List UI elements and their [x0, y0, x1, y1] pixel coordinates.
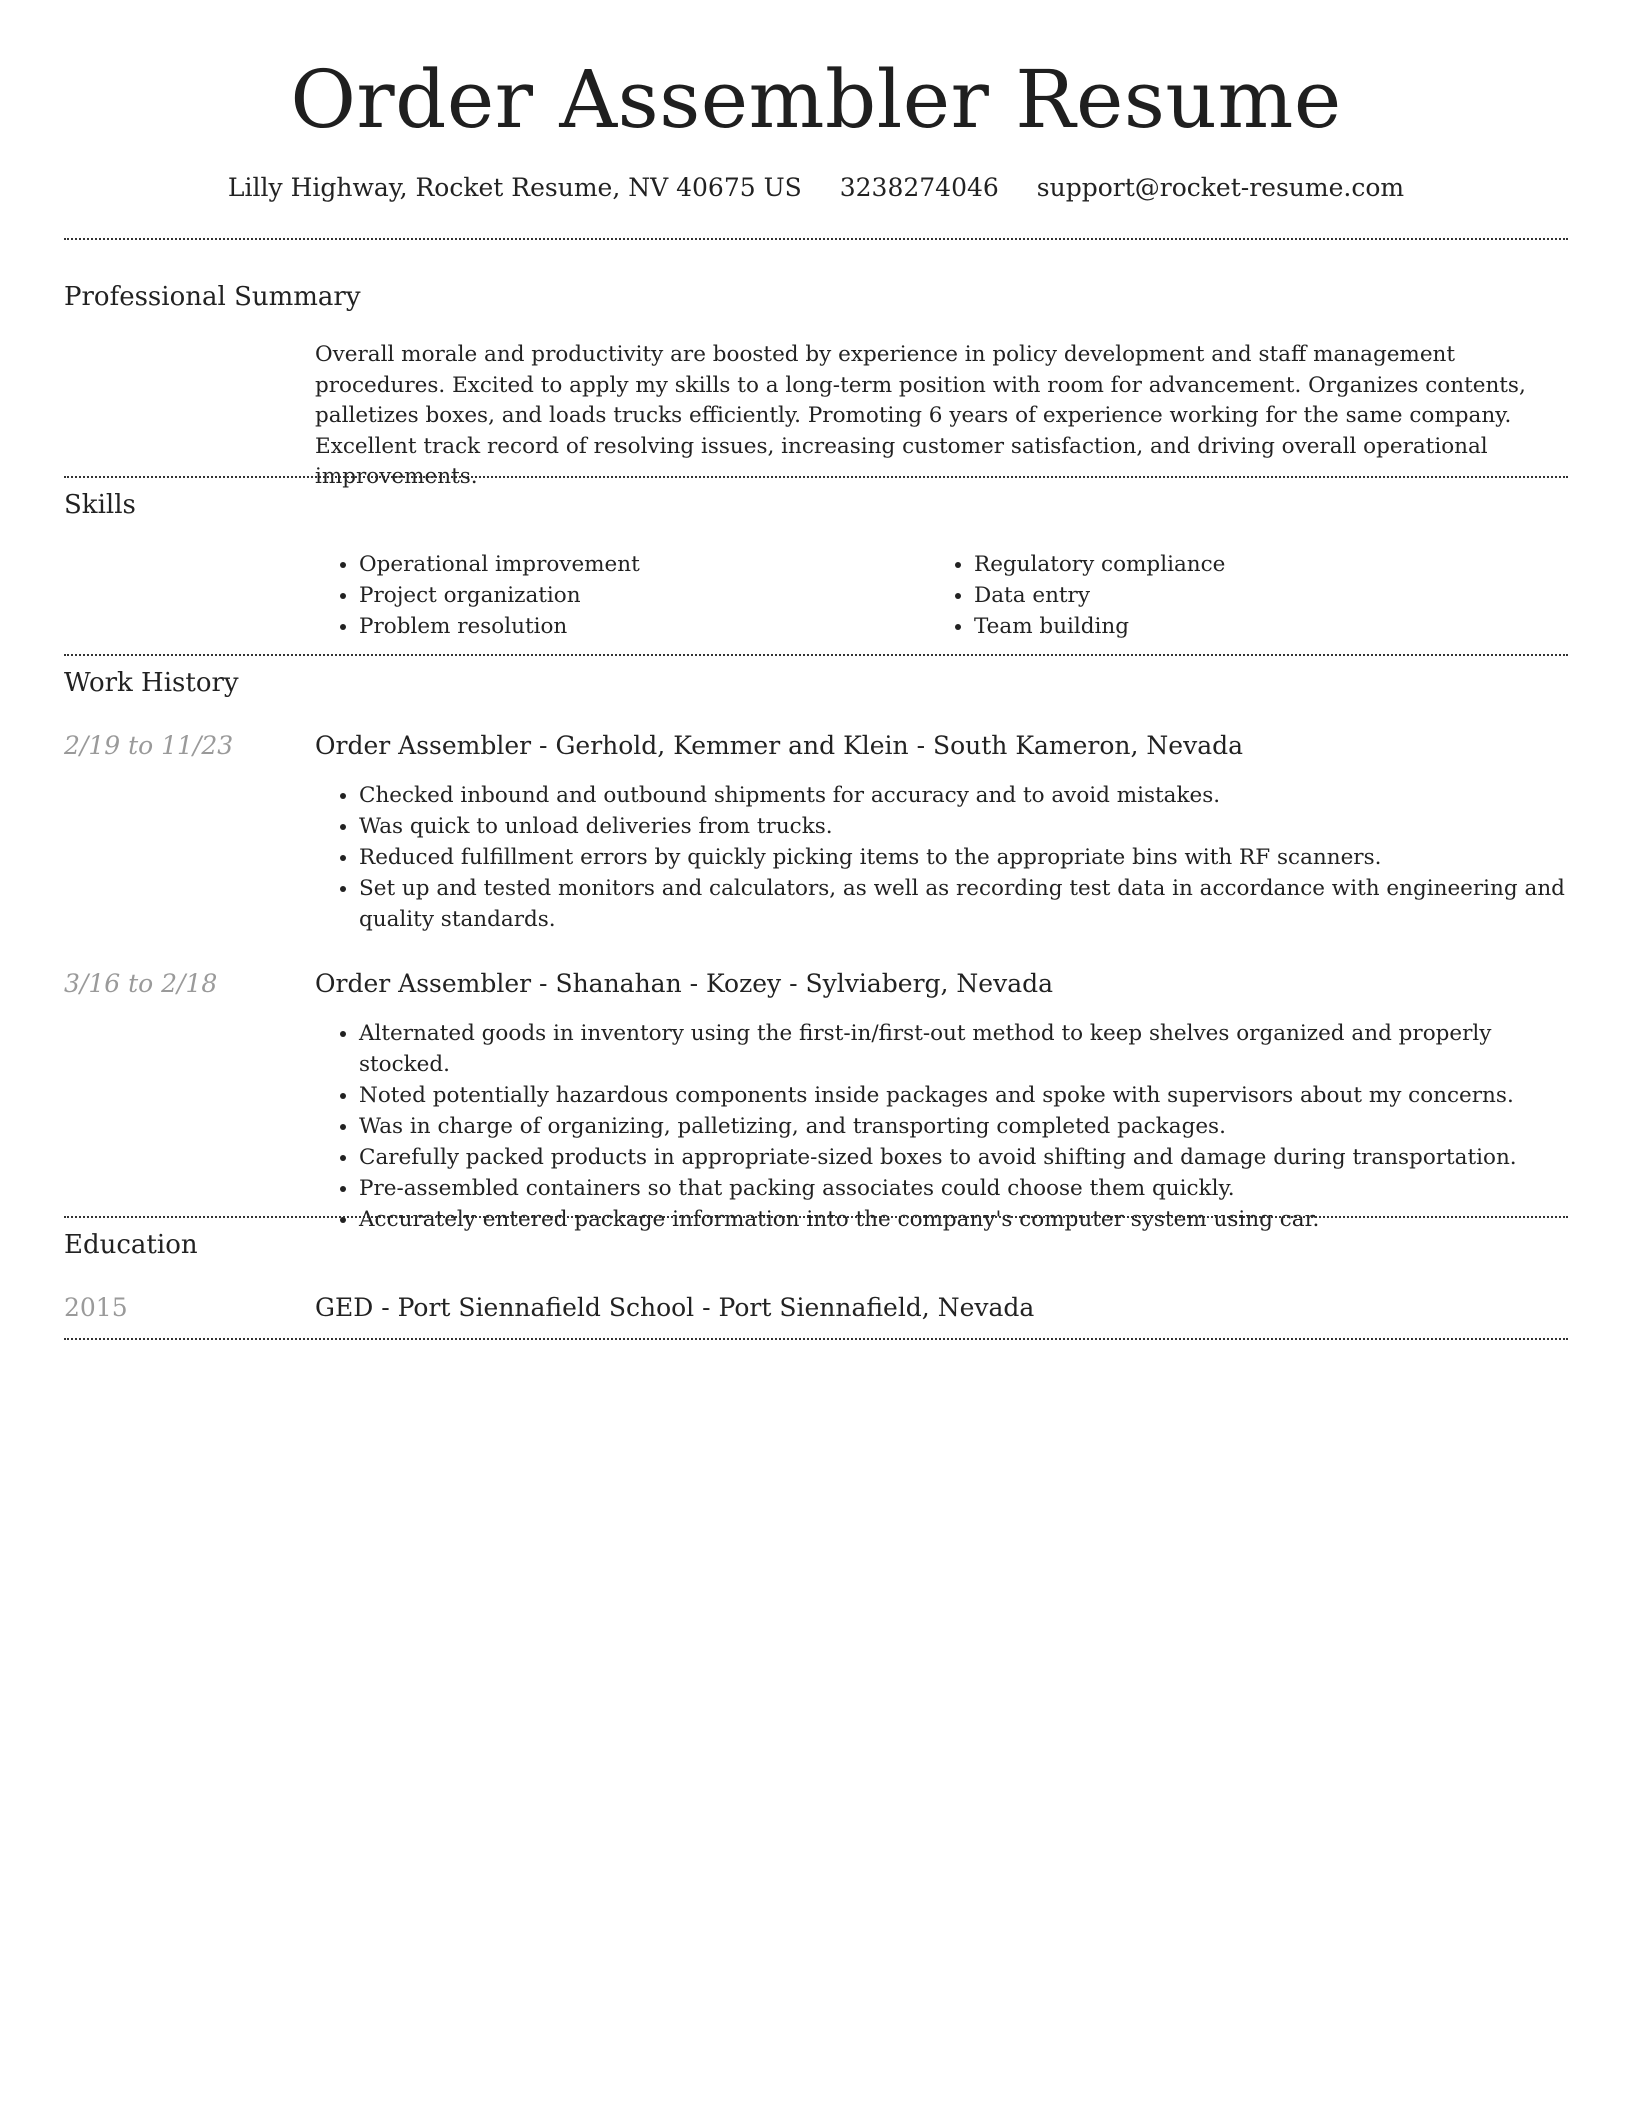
job-duty: • Carefully packed products in appropriate-sized boxes to avoid shifting and damage during transportation.: [359, 1142, 1568, 1173]
contact-email[interactable]: support@rocket-resume.com: [1036, 173, 1405, 202]
job-duty: • Pre-assembled containers so that packing associates could choose them quickly.: [359, 1173, 1568, 1204]
job-duty: • Was in charge of organizing, palletizing, and transporting completed packages.: [359, 1111, 1568, 1142]
job-title: Order Assembler - Gerhold, Kemmer and Klein - South Kameron, Nevada: [315, 731, 1244, 760]
job-dates: 2/19 to 11/23: [64, 731, 234, 760]
job-duty: • Alternated goods in inventory using the first-in/first-out method to keep shelves organized and properly stocked.: [359, 1018, 1568, 1080]
contact-line: [64, 170, 1568, 206]
skill-item: • Operational improvement: [359, 549, 919, 580]
education-entry: GED - Port Siennafield School - Port Siennafield, Nevada: [315, 1293, 1035, 1322]
skill-item: • Team building: [974, 611, 1574, 642]
job-title: Order Assembler - Shanahan - Kozey - Sylviaberg, Nevada: [315, 969, 1054, 998]
job-duty: • Was quick to unload deliveries from trucks.: [359, 811, 1568, 842]
education-year: 2015: [64, 1293, 128, 1322]
contact-phone: 3238274046: [839, 173, 999, 202]
job-duty: • Set up and tested monitors and calculators, as well as recording test data in accordance with engineering and quality standards.: [359, 873, 1568, 935]
divider: [64, 1216, 1568, 1218]
job-duty: • Reduced fulfillment errors by quickly picking items to the appropriate bins with RF scanners.: [359, 842, 1568, 873]
skills-list-left: [315, 549, 919, 642]
skill-item: • Data entry: [974, 580, 1574, 611]
job-duty: • Checked inbound and outbound shipments for accuracy and to avoid mistakes.: [359, 780, 1568, 811]
job-duty: • Accurately entered package information into the company's computer system using car.: [359, 1204, 1568, 1235]
divider: [64, 476, 1568, 478]
skills-list-right: [930, 549, 1574, 642]
divider: [64, 654, 1568, 656]
divider: [64, 1338, 1568, 1340]
resume-title: Order Assembler Resume: [290, 53, 1342, 146]
contact-address: Lilly Highway, Rocket Resume, NV 40675 US: [227, 173, 802, 202]
skill-item: • Problem resolution: [359, 611, 919, 642]
divider: [64, 238, 1568, 240]
work-history-heading: Work History: [64, 668, 239, 698]
job-duty: • Noted potentially hazardous components inside packages and spoke with supervisors about my concerns.: [359, 1080, 1568, 1111]
education-heading: Education: [64, 1230, 198, 1260]
job-dates: 3/16 to 2/18: [64, 969, 218, 998]
job-duties-list: [315, 780, 1568, 935]
summary-text: Overall morale and productivity are boosted by experience in policy development and staff management procedures. Excited to apply my skills to a long-term position with room for advancement. Organizes contents, palletizes boxes, and loads trucks efficiently. Promoting 6 years of experience working for the same company. Excellent track record of resolving issues, increasing customer satisfaction, and driving overall operational improvements.: [315, 342, 1526, 489]
summary-heading: Professional Summary: [64, 282, 361, 312]
skills-heading: Skills: [64, 490, 136, 520]
skill-item: • Project organization: [359, 580, 919, 611]
job-duties-list: [315, 1018, 1568, 1235]
skill-item: • Regulatory compliance: [974, 549, 1574, 580]
